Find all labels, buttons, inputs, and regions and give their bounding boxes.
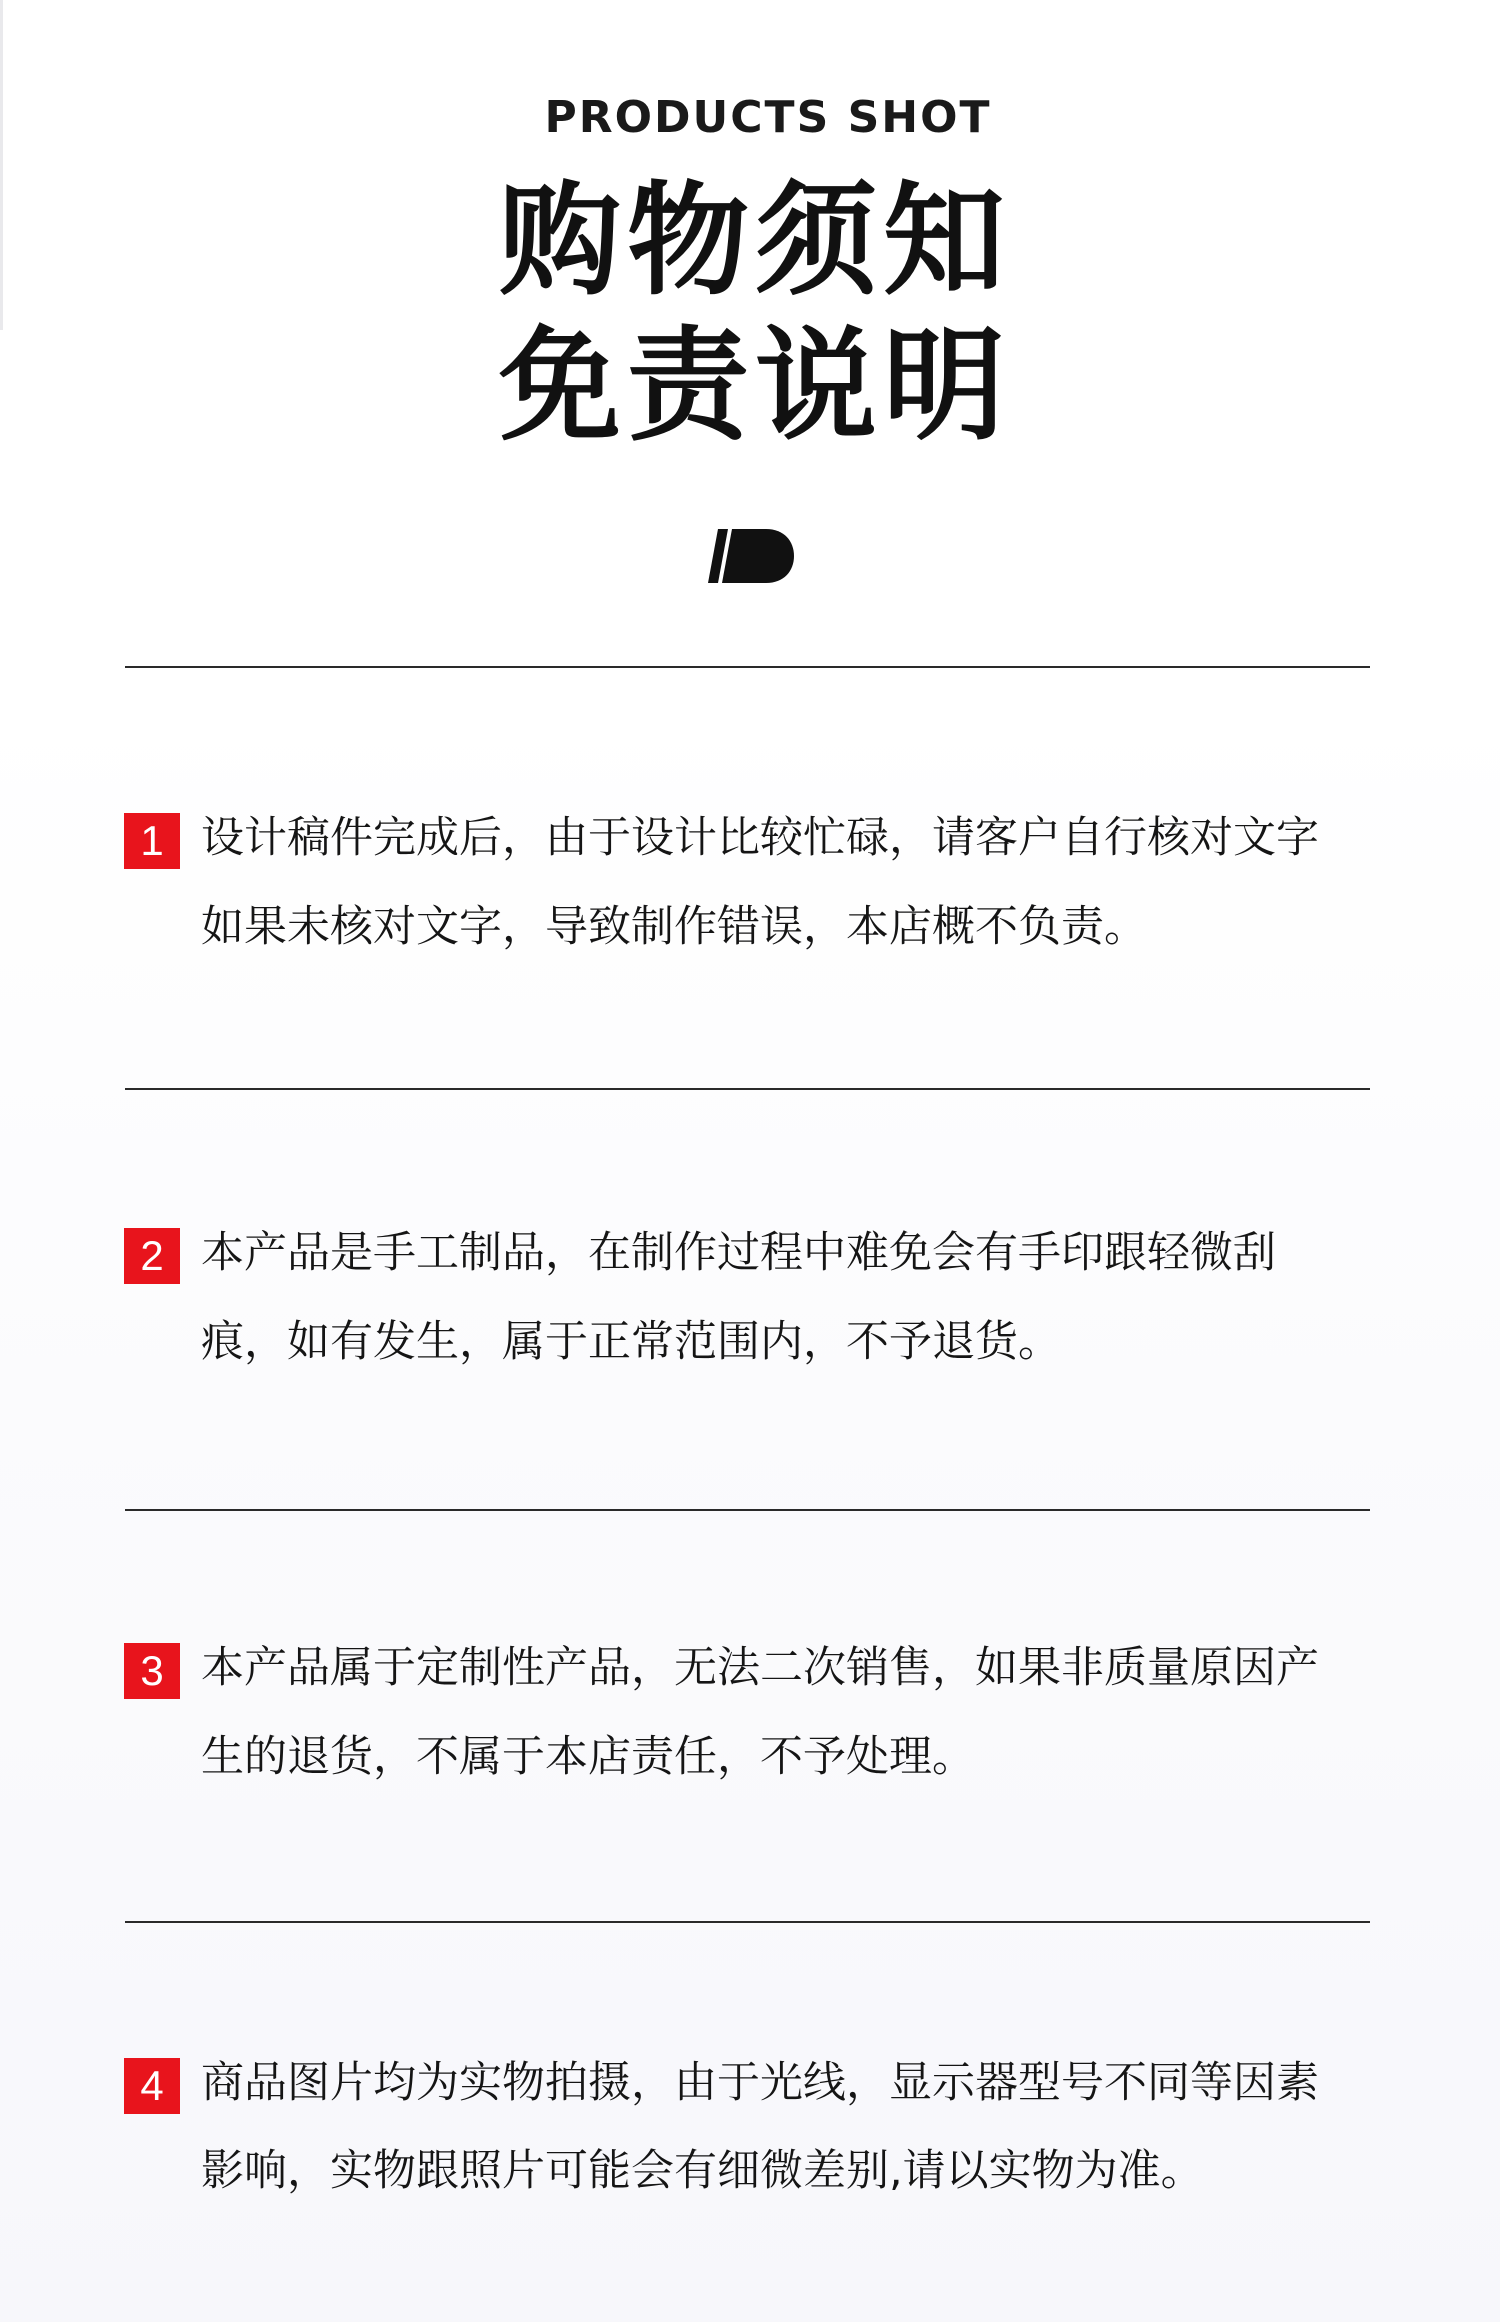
item-2-number-badge: 2 [124, 1228, 180, 1284]
slash-d-logo-icon [700, 525, 800, 585]
item-4-number-badge: 4 [124, 2058, 180, 2114]
item-2-text-line-1: 本产品是手工制品，在制作过程中难免会有手印跟轻微刮 [201, 1228, 1276, 1278]
item-4-text-line-2: 影响，实物跟照片可能会有细微差别,请以实物为准。 [201, 2146, 1204, 2196]
item-3-text-line-2: 生的退货，不属于本店责任，不予处理。 [201, 1732, 975, 1782]
header-subtitle: PRODUCTS SHOT [544, 92, 992, 143]
item-1-text-line-1: 设计稿件完成后，由于设计比较忙碌，请客户自行核对文字 [201, 813, 1319, 863]
page-title-line-1: 购物须知 [499, 170, 1011, 312]
divider-3 [125, 1921, 1370, 1923]
divider-top [125, 666, 1370, 668]
page-title-line-2: 免责说明 [499, 315, 1011, 457]
divider-2 [125, 1509, 1370, 1511]
divider-1 [125, 1088, 1370, 1090]
item-3-number-badge: 3 [124, 1643, 180, 1699]
item-1-number-badge: 1 [124, 813, 180, 869]
item-3-text-line-1: 本产品属于定制性产品，无法二次销售，如果非质量原因产 [201, 1643, 1319, 1693]
item-4-text-line-1: 商品图片均为实物拍摄，由于光线，显示器型号不同等因素 [201, 2058, 1319, 2108]
item-2-text-line-2: 痕，如有发生，属于正常范围内，不予退货。 [201, 1317, 1061, 1367]
item-1-text-line-2: 如果未核对文字，导致制作错误，本店概不负责。 [201, 902, 1147, 952]
